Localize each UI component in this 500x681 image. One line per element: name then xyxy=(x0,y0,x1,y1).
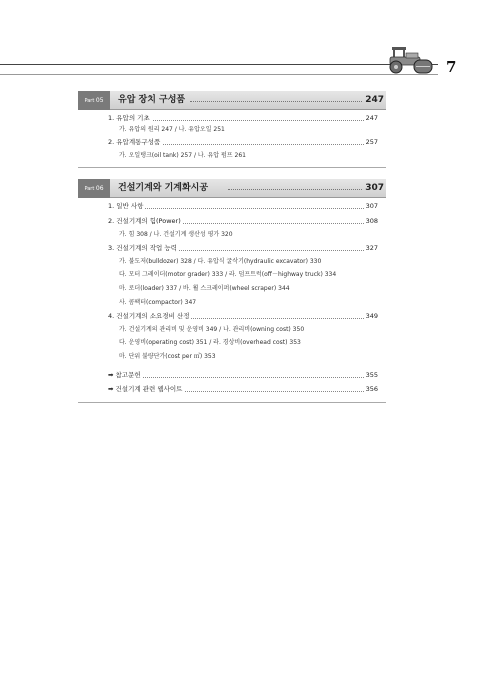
toc-subsection: 가. 오일탱크(oil tank) 257 / 나. 유압 펌프 261 xyxy=(119,152,246,159)
part-header-bar xyxy=(78,179,386,198)
toc-part-05 xyxy=(78,91,386,159)
toc-section: 4. 건설기계의 소요경비 산정 349 xyxy=(108,312,378,320)
part-tag: Part 05 xyxy=(78,91,110,110)
part-end-rule xyxy=(78,402,386,403)
leader-dots xyxy=(228,189,362,190)
leader-dots xyxy=(190,101,362,102)
part-tag: Part 06 xyxy=(78,179,110,198)
toc-subsection: 가. 유압의 원리 247 / 나. 유압오일 251 xyxy=(119,126,225,133)
leader-dots xyxy=(108,208,378,209)
toc-subsection: 마. 단위 불량단가(cost per ㎥) 353 xyxy=(119,353,216,360)
part-title: 건설기계와 기계화시공 xyxy=(118,183,209,193)
toc-subsection: 가. 건설기계의 관리비 및 운영비 349 / 나. 관리비(owning cost) 350 xyxy=(119,326,305,333)
page-number: 7 xyxy=(446,58,457,76)
part-header-bar xyxy=(78,91,386,110)
toc-section: 2. 건설기계의 힘(Power) 308 xyxy=(108,217,378,225)
toc-section: 1. 유압의 기초 247 xyxy=(108,114,378,122)
road-roller-icon xyxy=(384,45,436,75)
part-end-rule xyxy=(78,167,386,168)
toc-section: 3. 건설기계의 작업 능력 327 xyxy=(108,244,378,252)
header-rule-secondary xyxy=(0,74,438,75)
header-rule xyxy=(0,64,438,65)
toc-part-06 xyxy=(78,179,386,393)
toc-subsection: 마. 로더(loader) 337 / 바. 휠 스크레이퍼(wheel scraper) 344 xyxy=(119,285,290,292)
toc-section: 1. 일반 사항 307 xyxy=(108,202,378,210)
toc-subsection: 가. 힘 308 / 나. 건설기계 생산성 평가 320 xyxy=(119,231,233,238)
leader-dots xyxy=(108,377,378,378)
toc-subsection: 사. 콤팩터(compactor) 347 xyxy=(119,299,197,306)
part-page: 307 xyxy=(365,183,384,193)
part-title: 유압 장치 구성품 xyxy=(118,95,186,105)
toc-section-websites: ➡ 건설기계 관련 웹사이트 356 xyxy=(108,385,378,393)
toc-subsection: 가. 불도저(bulldozer) 328 / 다. 유압식 굴삭기(hydraulic excavator) 330 xyxy=(119,258,322,265)
part-page: 247 xyxy=(365,95,384,105)
toc-section-references: ➡ 참고문헌 355 xyxy=(108,371,378,379)
toc-subsection: 다. 운영비(operating cost) 351 / 라. 경상비(overhead cost) 353 xyxy=(119,339,301,346)
toc-subsection: 다. 모터 그레이더(motor grader) 333 / 라. 덤프트럭(off－highway truck) 334 xyxy=(119,271,337,278)
toc-section: 2. 유압계통구성품 257 xyxy=(108,138,378,146)
